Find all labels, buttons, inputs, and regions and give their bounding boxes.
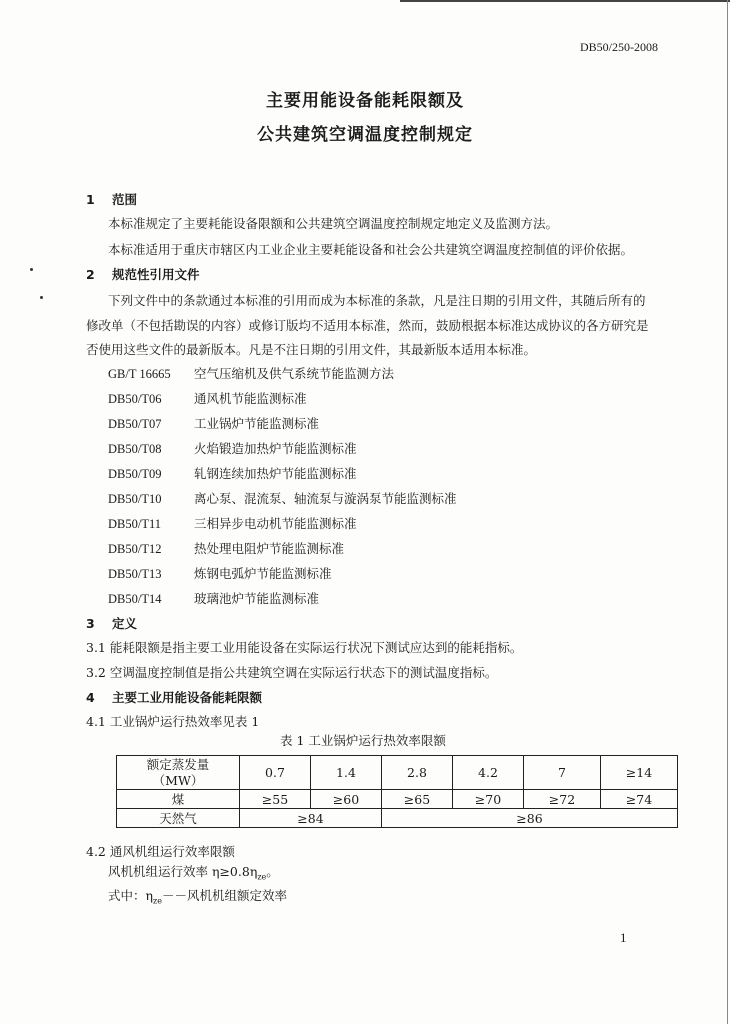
reference-title: 空气压缩机及供气系统节能监测方法 [194,366,395,381]
table-cell: 4.2 [453,756,524,790]
section-2-paragraph-line-3: 否使用这些文件的最新版本。凡是不注日期的引用文件，其最新版本适用本标准。 [86,342,537,357]
table-cell: ≥60 [311,790,382,809]
reference-title: 炼钢电弧炉节能监测标准 [194,566,332,581]
reference-code: DB50/T07 [108,417,162,431]
scan-speck [40,296,43,299]
reference-code: DB50/T10 [108,492,162,506]
scan-speck [30,268,33,271]
subsection-4-2: 4.2 通风机组运行效率限额 [86,844,235,859]
table-cell: ≥84 [240,809,382,828]
reference-code: DB50/T09 [108,467,162,481]
title-line-1: 主要用能设备能耗限额及 [266,91,464,111]
table-cell: ≥86 [382,809,678,828]
section-1-paragraph-2: 本标准适用于重庆市辖区内工业企业主要耗能设备和社会公共建筑空调温度控制值的评价依据。 [108,242,634,257]
table-row-gas [117,809,678,828]
reference-code: DB50/T14 [108,592,162,606]
reference-row [108,414,319,432]
section-4-heading [86,688,262,706]
table-header-row [117,756,678,790]
section-title: 范围 [112,192,138,207]
where-suffix: －－风机机组额定效率 [161,888,287,903]
reference-code: DB50/T13 [108,567,162,581]
subsection-4-1: 4.1 工业锅炉运行热效率见表 1 [86,714,260,729]
scan-edge-right [727,0,728,1024]
reference-title: 热处理电阻炉节能监测标准 [194,541,345,556]
table-cell: ≥65 [382,790,453,809]
reference-row [108,389,307,407]
table-cell: ≥74 [601,790,678,809]
table-cell: 1.4 [311,756,382,790]
definition-3-1: 3.1 能耗限额是指主要工业用能设备在实际运行状况下测试应达到的能耗指标。 [86,640,523,655]
reference-row [108,539,344,557]
scan-edge-top [400,0,730,2]
reference-code: DB50/T11 [108,517,162,531]
reference-code: DB50/T12 [108,542,162,556]
section-2-paragraph-line-2: 修改单（不包括勘误的内容）或修订版均不适用本标准，然而，鼓励根据本标准达成协议的各方研究是 [86,318,649,333]
capacity-header-unit: （MW） [152,772,204,788]
section-2-heading [86,265,200,283]
table-cell: 7 [524,756,601,790]
row-label-gas: 天然气 [117,809,240,828]
section-title: 规范性引用文件 [112,267,200,282]
reference-title: 离心泵、混流泵、轴流泵与漩涡泵节能监测标准 [194,491,457,506]
row-label-coal: 煤 [117,790,240,809]
section-number: 4 [86,690,95,705]
table-caption: 表 1 工业锅炉运行热效率限额 [280,733,446,748]
table-cell: ≥55 [240,790,311,809]
where-text: 式中：η [108,888,153,903]
capacity-header-cell [117,756,240,790]
table-cell: ≥72 [524,790,601,809]
section-1-heading [86,190,137,208]
reference-title: 工业锅炉节能监测标准 [194,416,320,431]
section-title: 定义 [112,616,138,631]
formula-where-clause [108,886,287,906]
table-cell: 2.8 [382,756,453,790]
reference-code: DB50/T06 [108,392,162,406]
table-row-coal [117,790,678,809]
definition-3-2: 3.2 空调温度控制值是指公共建筑空调在实际运行状态下的测试温度指标。 [86,665,498,680]
page-number: 1 [620,930,627,945]
reference-title: 通风机节能监测标准 [194,391,307,406]
section-1-paragraph-1: 本标准规定了主要耗能设备限额和公共建筑空调温度控制规定地定义及监测方法。 [108,216,559,231]
reference-title: 火焰锻造加热炉节能监测标准 [194,441,357,456]
section-number: 1 [86,192,95,207]
reference-row [108,464,357,482]
reference-title: 三相异步电动机节能监测标准 [194,516,357,531]
reference-title: 轧钢连续加热炉节能监测标准 [194,466,357,481]
section-3-heading [86,614,137,632]
reference-code: DB50/T08 [108,442,162,456]
document-code: DB50/250-2008 [580,40,658,54]
reference-code: GB/T 16665 [108,367,171,381]
reference-row [108,589,319,607]
section-title: 主要工业用能设备能耗限额 [112,690,263,705]
table-cell: ≥70 [453,790,524,809]
where-subscript: ze [153,896,162,906]
table-cell: ≥14 [601,756,678,790]
reference-row [108,514,357,532]
reference-row [108,564,332,582]
formula-suffix: 。 [266,864,279,879]
reference-row [108,489,457,507]
reference-row [108,439,357,457]
title-line-2: 公共建筑空调温度控制规定 [257,125,473,145]
section-number: 3 [86,616,95,631]
section-number: 2 [86,267,95,282]
boiler-efficiency-table [116,755,678,828]
formula-text: 风机机组运行效率 η≥0.8η [108,864,258,879]
section-2-paragraph-line-1: 下列文件中的条款通过本标准的引用而成为本标准的条款，凡是注日期的引用文件，其随后所有的 [108,293,646,308]
formula-subscript: ze [257,872,267,882]
reference-title: 玻璃池炉节能监测标准 [194,591,320,606]
capacity-header-label: 额定蒸发量 [146,756,210,772]
efficiency-formula [108,862,279,882]
table-cell: 0.7 [240,756,311,790]
reference-row [108,364,394,382]
